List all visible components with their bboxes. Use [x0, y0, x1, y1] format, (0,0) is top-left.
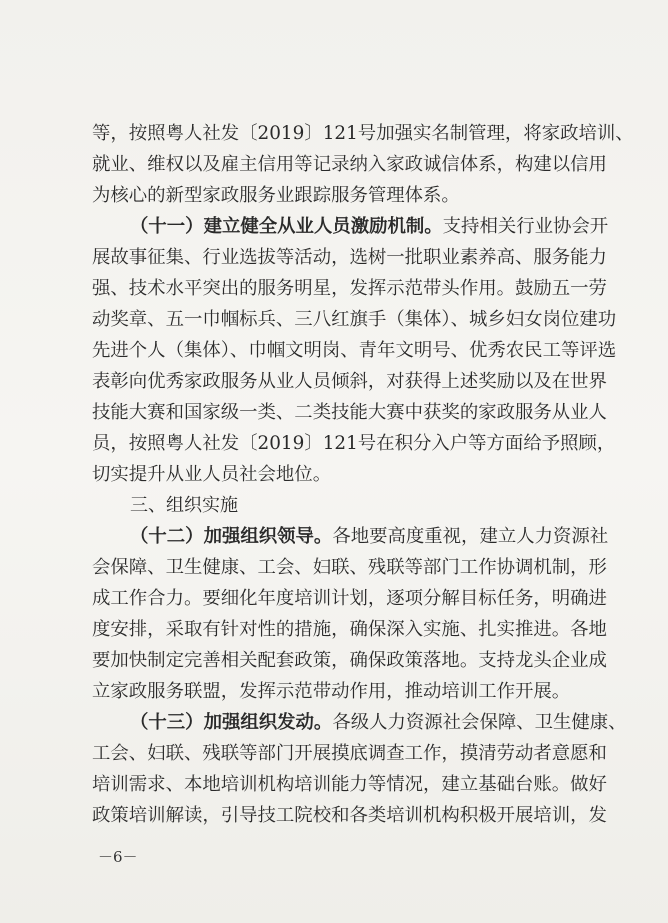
text-line: 等，按照粤人社发〔2019〕121号加强实名制管理，将家政培训、	[92, 123, 634, 144]
text-line: 立家政服务联盟，发挥示范带动作用，推动培训工作开展。	[92, 681, 571, 702]
section-heading-12: （十二）加强组织领导。	[130, 526, 333, 547]
text-line: 成工作合力。要细化年度培训计划，逐项分解目标任务，明确进	[92, 588, 607, 609]
text-line: 要加快制定完善相关配套政策，确保政策落地。支持龙头企业成	[92, 650, 607, 671]
text-line: 动奖章、五一巾帼标兵、三八红旗手（集体）、城乡妇女岗位建功	[92, 309, 617, 330]
paragraph-11-first-line	[130, 214, 609, 240]
text-run: 各地要高度重视，建立人力资源社	[332, 526, 609, 547]
text-line: 表彰向优秀家政服务从业人员倾斜，对获得上述奖励以及在世界	[92, 371, 607, 392]
page-number: －6－	[98, 848, 138, 866]
text-run: 各级人力资源社会保障、卫生健康、	[332, 712, 627, 733]
text-line: 技能大赛和国家级一类、二类技能大赛中获奖的家政服务从业人	[92, 402, 607, 423]
text-line: 度安排，采取有针对性的措施，确保深入实施、扎实推进。各地	[92, 619, 607, 640]
text-line: 切实提升从业人员社会地位。	[92, 464, 332, 485]
text-run: 支持相关行业协会开	[442, 216, 609, 237]
paragraph-12-first-line	[130, 524, 609, 550]
text-line: 政策培训解读，引导技工院校和各类培训机构积极开展培训，发	[92, 805, 607, 826]
text-line: 强、技术水平突出的服务明星，发挥示范带头作用。鼓励五一劳	[92, 278, 607, 299]
section-heading-11: （十一）建立健全从业人员激励机制。	[130, 216, 443, 237]
paragraph-13-first-line	[130, 710, 627, 736]
text-line: 员，按照粤人社发〔2019〕121号在积分入户等方面给予照顾，	[92, 433, 616, 454]
section-heading-13: （十三）加强组织发动。	[130, 712, 333, 733]
section-title-3: 三、组织实施	[130, 495, 238, 516]
text-line: 为核心的新型家政服务业跟踪服务管理体系。	[92, 185, 460, 206]
text-line: 工会、妇联、残联等部门开展摸底调查工作，摸清劳动者意愿和	[92, 743, 607, 764]
text-line: 会保障、卫生健康、工会、妇联、残联等部门工作协调机制，形	[92, 557, 607, 578]
text-line: 先进个人（集体）、巾帼文明岗、青年文明号、优秀农民工等评选	[92, 340, 617, 361]
text-line: 培训需求、本地培训机构培训能力等情况，建立基础台账。做好	[92, 774, 607, 795]
text-line: 展故事征集、行业选拔等活动，选树一批职业素养高、服务能力	[92, 247, 607, 268]
text-line: 就业、维权以及雇主信用等记录纳入家政诚信体系，构建以信用	[92, 154, 607, 175]
